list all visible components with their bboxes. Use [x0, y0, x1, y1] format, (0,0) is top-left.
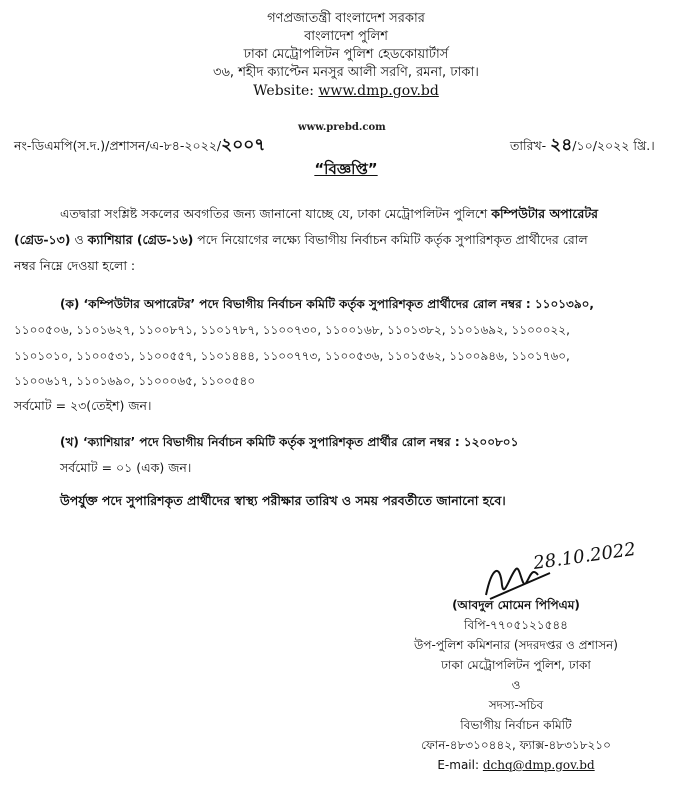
email-link[interactable]: dchq@dmp.gov.bd — [482, 758, 595, 772]
section-ka-total: সর্বমোট = ২৩(তেইশ) জন। — [14, 398, 152, 413]
signatory-office: ঢাকা মেট্রোপলিটন পুলিশ, ঢাকা — [441, 658, 591, 672]
memo-number — [14, 132, 265, 160]
roll-row-3: ১১০০৬১৭, ১১০১৬৯০, ১১০০০৬৫, ১১০০৫৪০ — [14, 374, 256, 388]
address: ৩৬, শহীদ ক্যাপ্টেন মনসুর আলী সরণি, রমনা, ঢাকা। — [213, 65, 479, 80]
roll-row-1: ১১০০৫০৬, ১১০১৬২৭, ১১০০৮৭১, ১১০১৭৮৭, ১১০০৭৩০, ১১০০১৬৮, ১১০১৩৮২, ১১০১৬৯২, ১১০০০২২, — [14, 323, 570, 337]
signature-block — [400, 595, 632, 775]
memo-prefix: নং-ডিএমপি(স.দ.)/প্রশাসন/এ-৮৪-২০২২/ — [14, 138, 222, 153]
signatory-name: (আবদুল মোমেন পিপিএম) — [452, 598, 580, 612]
govt-name: গণপ্রজাতন্ত্রী বাংলাদেশ সরকার — [267, 11, 425, 26]
signatory-role: সদস্য-সচিব — [488, 698, 544, 712]
intro-line-3: নম্বর নিম্নে দেওয়া হলো : — [14, 258, 136, 273]
intro-and: ও — [70, 232, 88, 247]
watermark: www.prebd.com — [298, 122, 386, 133]
signatory-and: ও — [511, 678, 521, 692]
intro-line-2 — [14, 227, 588, 252]
memo-handwritten-number: ২০০৭ — [221, 135, 266, 155]
intro-line-1 — [60, 201, 598, 226]
date-day: ২৪ — [550, 135, 573, 155]
contact-phone-fax: ফোন-৪৮৩১০৪৪২, ফ্যাক্স-৪৮৩১৮২১০ — [421, 738, 611, 752]
intro-post-computer: কম্পিউটার অপারেটর — [491, 206, 599, 221]
roll-row-2: ১১০১০১০, ১১০০৫৩১, ১১০০৫৫৭, ১১০১৪৪৪, ১১০০৭৭৩, ১১০০৫৩৬, ১১০১৫৬২, ১১০০৯৪৬, ১১০১৭৬০, — [14, 349, 570, 363]
signatory-bp: বিপি-৭৭০৫১২১৫৪৪ — [464, 618, 568, 632]
intro-grade-13: (গ্রেড-১৩) — [14, 232, 71, 247]
website-line — [0, 82, 692, 100]
intro-post-cashier: ক্যাশিয়ার (গ্রেড-১৬) — [87, 232, 194, 247]
signatory-designation: উপ-পুলিশ কমিশনার (সদরদপ্তর ও প্রশাসন) — [414, 638, 618, 652]
section-kha-total: সর্বমোট = ০১ (এক) জন। — [60, 460, 192, 475]
section-kha-heading: (খ) ‘ক্যাশিয়ার’ পদে বিভাগীয় নির্বাচন কমিটি কর্তৃক সুপারিশকৃত প্রার্থীর রোল নম্বর : ১২০০৮০১ — [60, 435, 519, 449]
date-rest: /১০/২০২২ খ্রি.। — [572, 138, 655, 153]
notice-title: “বিজ্ঞপ্তি” — [314, 160, 378, 178]
police-name: বাংলাদেশ পুলিশ — [304, 29, 388, 44]
date-label: তারিখ- — [510, 138, 547, 153]
memo-date — [510, 132, 655, 160]
handwritten-date: 28.10.2022 — [532, 538, 638, 574]
dmp-hq-name: ঢাকা মেট্রোপলিটন পুলিশ হেডকোয়ার্টার্স — [243, 47, 449, 62]
signatory-committee: বিভাগীয় নির্বাচন কমিটি — [460, 718, 572, 732]
closing-note: উপর্যুক্ত পদে সুপারিশকৃত প্রার্থীদের স্বাস্থ্য পরীক্ষার তারিখ ও সময় পরবর্তীতে জানানো হবে। — [60, 493, 506, 508]
website-link[interactable]: www.dmp.gov.bd — [318, 83, 439, 99]
letterhead — [0, 10, 692, 100]
intro-text-2: পদে নিয়োগের লক্ষ্যে বিভাগীয় নির্বাচন কমিটি কর্তৃক সুপারিশকৃত প্রার্থীদের রোল — [193, 232, 588, 247]
website-label: Website: — [253, 83, 314, 99]
intro-text-1: এতদ্বারা সংশ্লিষ্ট সকলের অবগতির জন্য জানানো যাচ্ছে যে, ঢাকা মেট্রোপলিটন পুলিশে — [60, 206, 492, 221]
email-label: E-mail: — [437, 758, 480, 772]
section-ka-heading: (ক) ‘কম্পিউটার অপারেটর’ পদে বিভাগীয় নির্বাচন কমিটি কর্তৃক সুপারিশকৃত প্রার্থীদের রোল নম্বর : ১১০১৩৯০, — [60, 297, 594, 311]
contact-email — [400, 755, 632, 775]
